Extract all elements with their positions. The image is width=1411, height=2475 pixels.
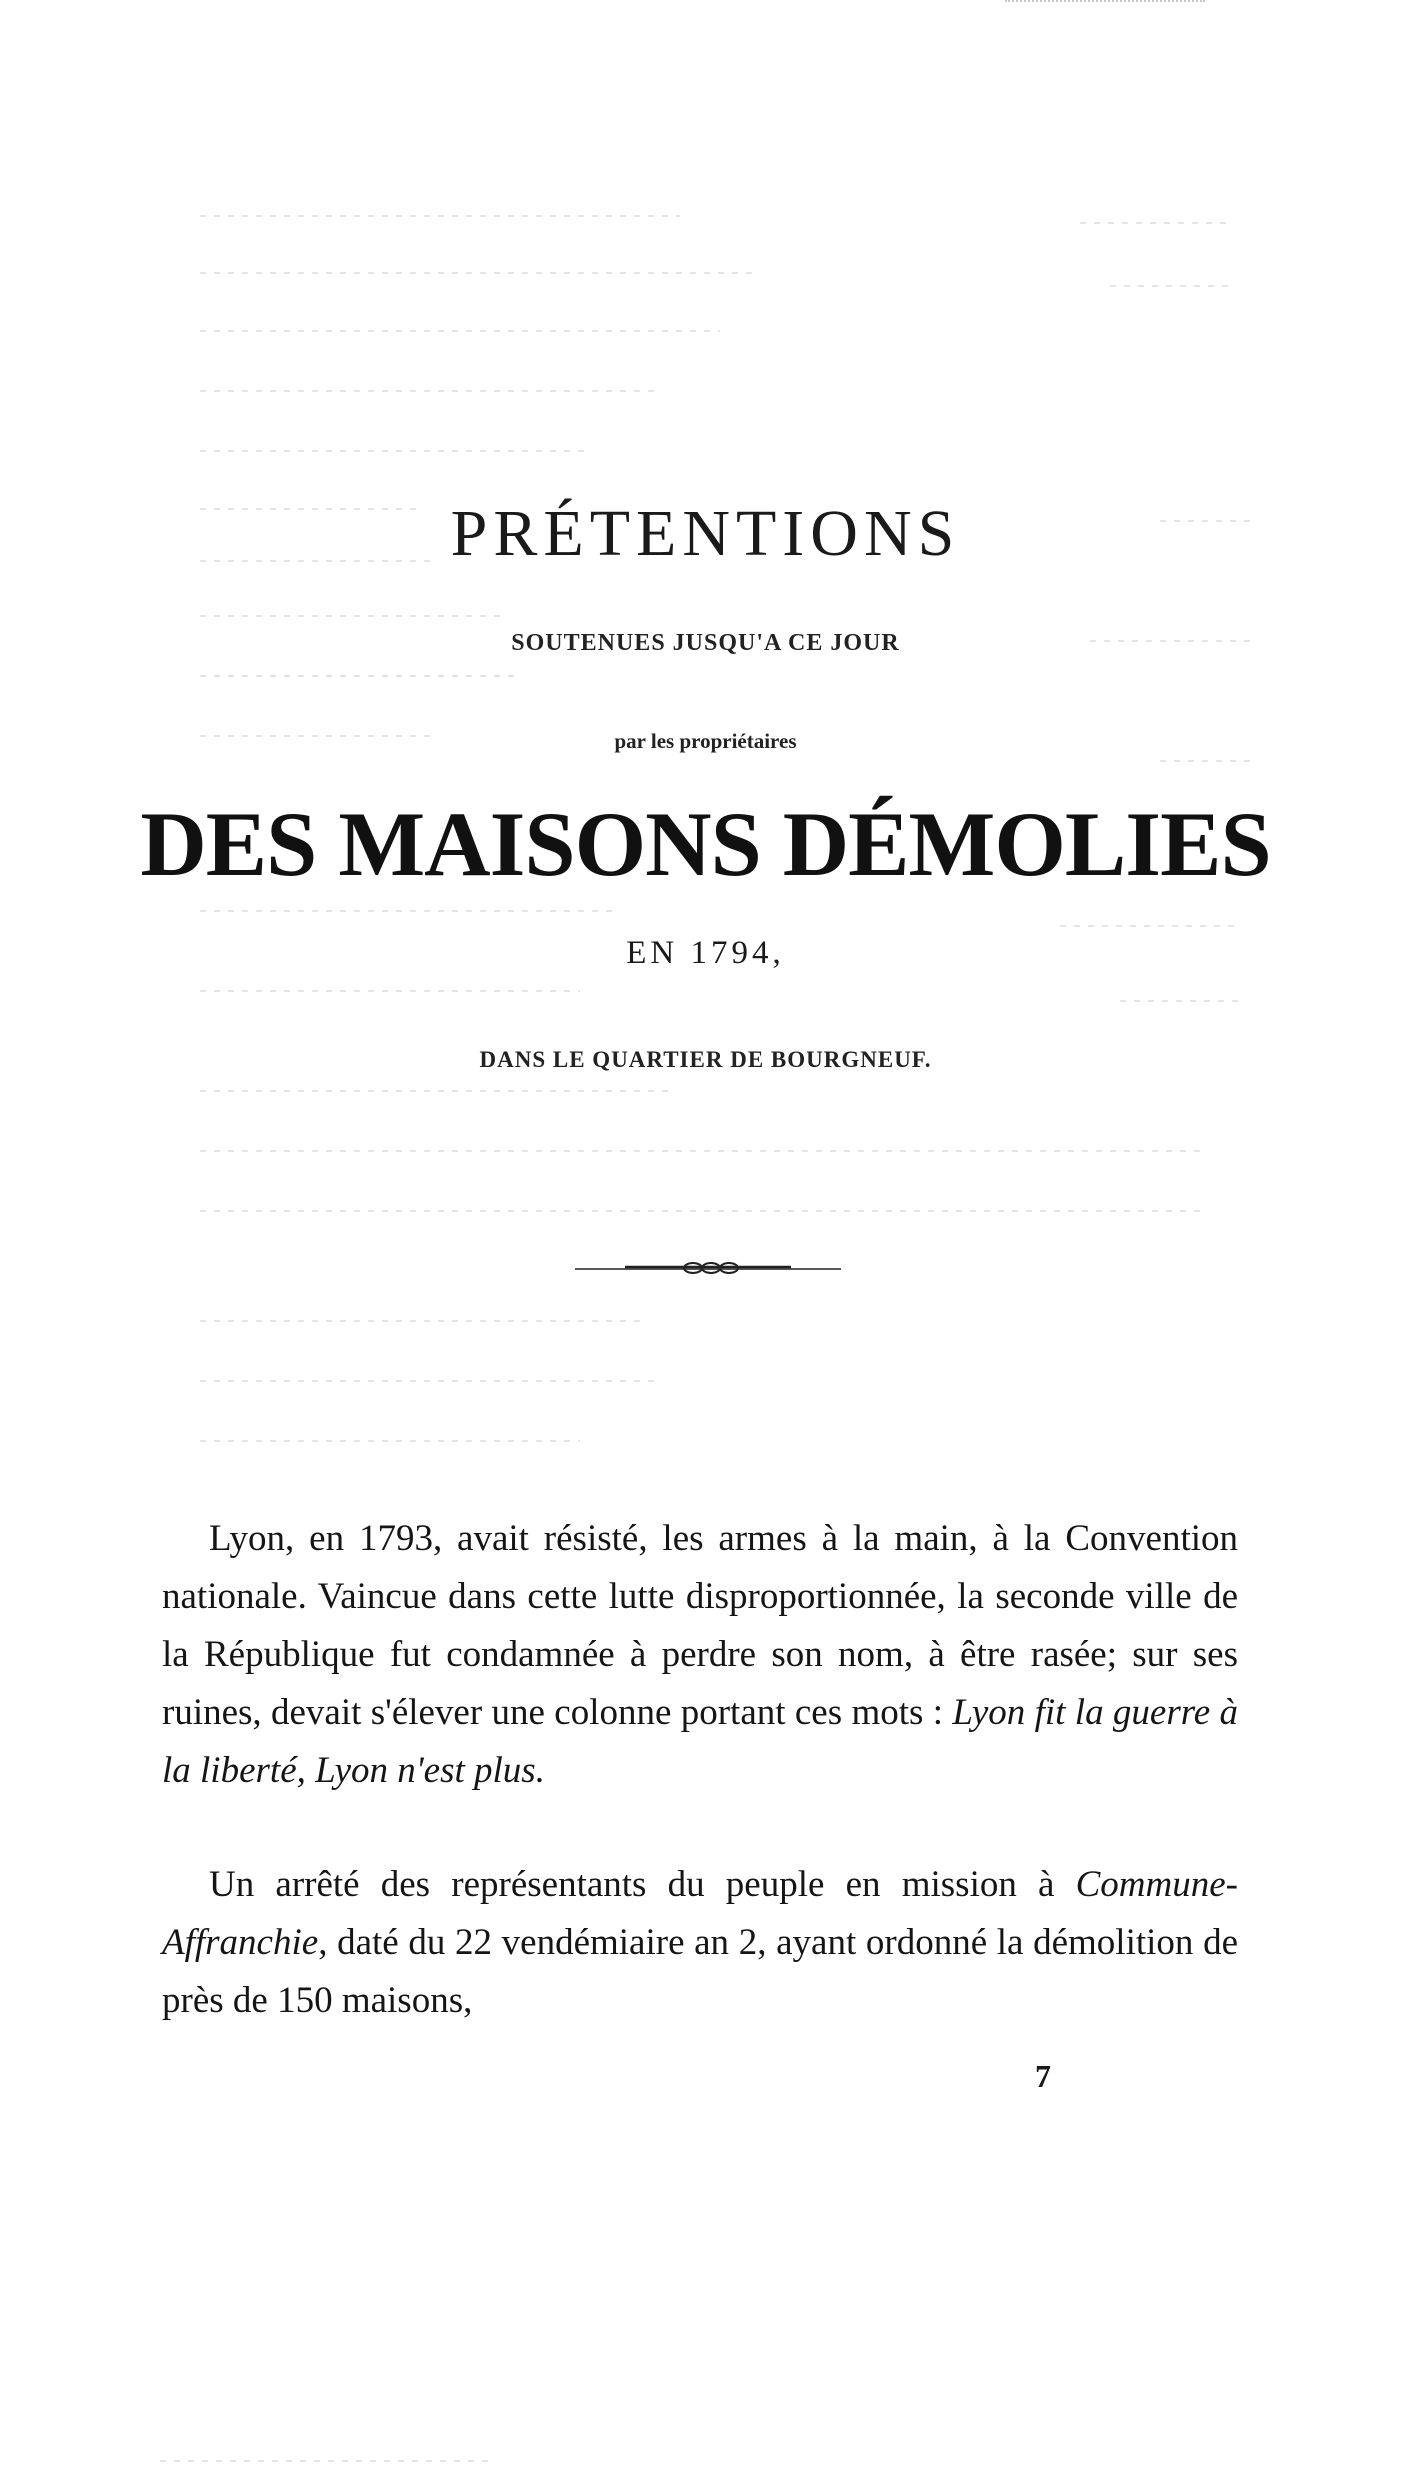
top-edge-mark <box>1005 0 1205 5</box>
location-line: DANS LE QUARTIER DE BOURGNEUF. <box>479 1047 932 1072</box>
subtitle-line-2: par les propriétaires <box>614 729 797 753</box>
ornamental-divider <box>575 1254 841 1284</box>
paragraph-2-text: Un arrêté des représentants du peuple en mission à <box>209 1864 1076 1905</box>
document-title: PRÉTENTIONS <box>450 497 961 570</box>
main-heading: DES MAISONS DÉMOLIES <box>140 793 1271 895</box>
paragraph-2-place: Commune-Affranchie <box>162 1864 1238 1963</box>
paragraph-2 <box>162 1856 1238 2030</box>
subtitle-line-1: SOUTENUES JUSQU'A CE JOUR <box>511 630 900 656</box>
paragraph-1 <box>162 1510 1238 1800</box>
paragraph-1-quote: Lyon fit la guerre à la liberté, Lyon n'est plus. <box>162 1692 1239 1791</box>
paragraph-2-tail: , daté du 22 vendémiaire an 2, ayant ordonné la démolition de près de 150 maisons, <box>162 1922 1238 2021</box>
year-line: EN 1794, <box>626 935 785 971</box>
page-number: 7 <box>1035 2058 1051 2094</box>
paragraph-1-text: Lyon, en 1793, avait résisté, les armes à la main, à la Convention nationale. Vaincue dans cette lutte disproportionnée, la seconde ville de la République fut condamnée à perdre son nom, à être rasée; sur ses ruines, devait s'élever une colonne portant ces mots : <box>162 1518 1238 1733</box>
